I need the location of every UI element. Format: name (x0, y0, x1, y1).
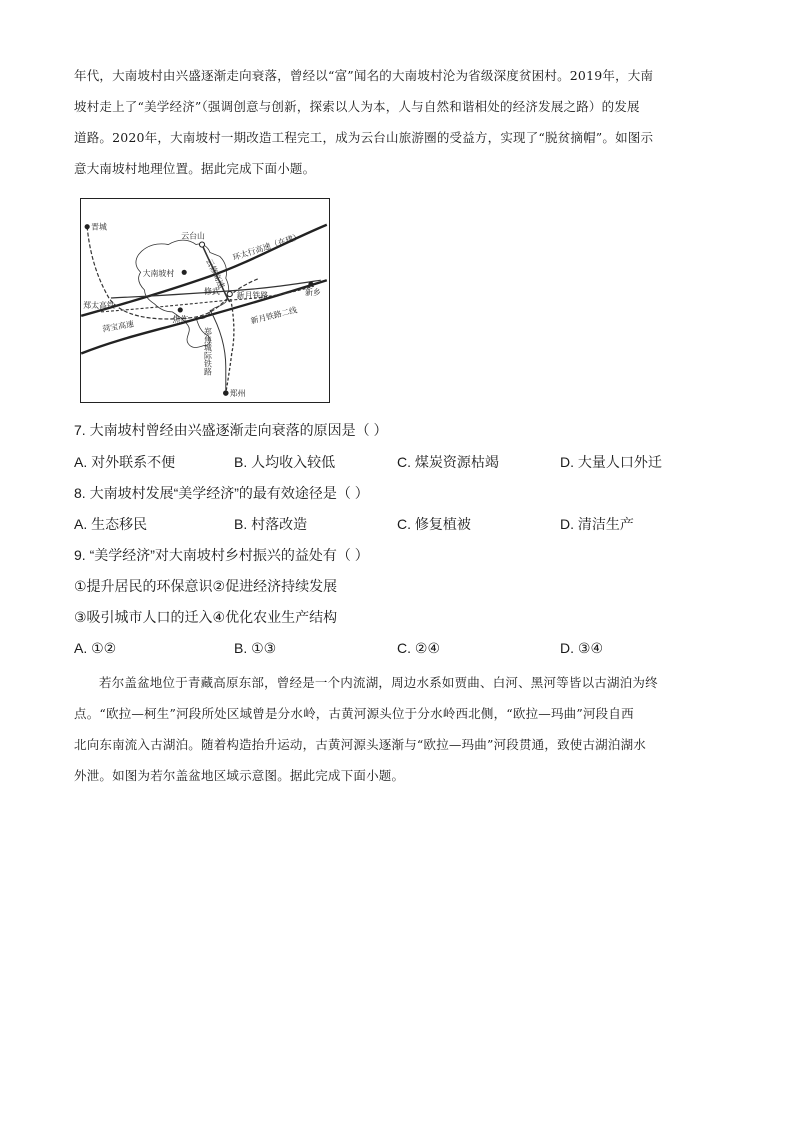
yuntaishan-point (199, 242, 204, 247)
label-yuntaishan: 云台山 (181, 231, 205, 241)
label-zhengjiao: 郑焦城际铁路 (203, 327, 213, 376)
zoige-line-3: 北向东南流入古湖泊。随着构造抬升运动，古黄河源头逐渐与“欧拉—玛曲”河段贯通，致使古湖泊湖水 (74, 737, 646, 752)
jincheng-point (85, 224, 90, 229)
jiaozuo-point (178, 307, 183, 312)
question-8-stem: 8. 大南坡村发展“美学经济”的最有效途径是（ ） (74, 485, 369, 501)
location-map-svg (81, 199, 329, 402)
q8-option-c[interactable]: C. 修复植被 (397, 516, 471, 532)
intro-line-1: 年代，大南坡村由兴盛逐渐走向衰落，曾经以“富”闻名的大南坡村沦为省级深度贫困村。2019年，大南 (74, 68, 654, 83)
q7-option-c[interactable]: C. 煤炭资源枯竭 (397, 454, 499, 470)
q9-option-c[interactable]: C. ②④ (397, 640, 440, 656)
xiuwu-point (227, 291, 232, 296)
location-map (80, 198, 330, 403)
question-8-options (74, 514, 724, 534)
label-zhengzhou: 郑州 (229, 389, 246, 399)
label-jincheng: 晋城 (91, 222, 107, 232)
dananpo-point (182, 270, 187, 275)
q7-option-a[interactable]: A. 对外联系不便 (74, 454, 176, 470)
q7-option-b[interactable]: B. 人均收入较低 (234, 454, 336, 470)
zhengzhou-point (223, 390, 229, 396)
q8-option-a[interactable]: A. 生态移民 (74, 516, 148, 532)
label-xinyue: 新月铁路 (236, 291, 269, 301)
q9-option-d[interactable]: D. ③④ (560, 640, 603, 656)
label-xinxiang: 新乡 (305, 288, 321, 298)
zoige-line-4: 外泄。如图为若尔盖盆地区域示意图。据此完成下面小题。 (74, 768, 405, 783)
question-7-stem: 7. 大南坡村曾经由兴盛逐渐走向衰落的原因是（ ） (74, 422, 388, 438)
label-dananpo: 大南坡村 (142, 269, 175, 279)
intro-line-2: 坡村走上了“美学经济”（强调创意与创新，探索以人为本，人与自然和谐相处的经济发展之路）的发展 (74, 99, 640, 114)
label-hebao: 菏宝高速 (101, 319, 135, 334)
q9-option-a[interactable]: A. ①② (74, 640, 117, 656)
question-9-stem: 9. “美学经济”对大南坡村乡村振兴的益处有（ ） (74, 547, 369, 563)
intro-line-4: 意大南坡村地理位置。据此完成下面小题。 (74, 161, 316, 176)
question-9-options (74, 638, 724, 658)
zoige-paragraph (74, 667, 724, 791)
intro-paragraph (74, 60, 724, 184)
label-xiuwu: 修武 (204, 287, 220, 297)
q7-option-d[interactable]: D. 大量人口外迁 (560, 454, 662, 470)
q9-option-b[interactable]: B. ①③ (234, 640, 277, 656)
q8-option-d[interactable]: D. 清洁生产 (560, 516, 634, 532)
zoige-line-1: 若尔盖盆地位于青藏高原东部，曾经是一个内流湖，周边水系如贾曲、白河、黑河等皆以古湖泊为终 (99, 675, 658, 690)
q9-statements-line-1: ①提升居民的环保意识②促进经济持续发展 (74, 578, 338, 594)
label-jiaozuo: 焦作 (172, 314, 189, 324)
label-huantaihang: 环太行高速（在建） (231, 231, 303, 263)
question-7-options (74, 452, 724, 472)
label-yunxiu: 云修高速 (204, 257, 227, 290)
label-xinyue2: 新月铁路二线 (249, 305, 299, 326)
q9-statements-line-2: ③吸引城市人口的迁入④优化农业生产结构 (74, 609, 338, 625)
q8-option-b[interactable]: B. 村落改造 (234, 516, 308, 532)
intro-line-3: 道路。2020年，大南坡村一期改造工程完工，成为云台山旅游圈的受益方，实现了“脱贫摘帽”。如图示 (74, 130, 654, 145)
zoige-line-2: 点。“欧拉—柯生”河段所处区域曾是分水岭，古黄河源头位于分水岭西北侧，“欧拉—玛曲”河段自西 (74, 706, 634, 721)
label-zhengtai: 郑太高铁 (83, 300, 115, 310)
xinxiang-point (308, 282, 313, 287)
